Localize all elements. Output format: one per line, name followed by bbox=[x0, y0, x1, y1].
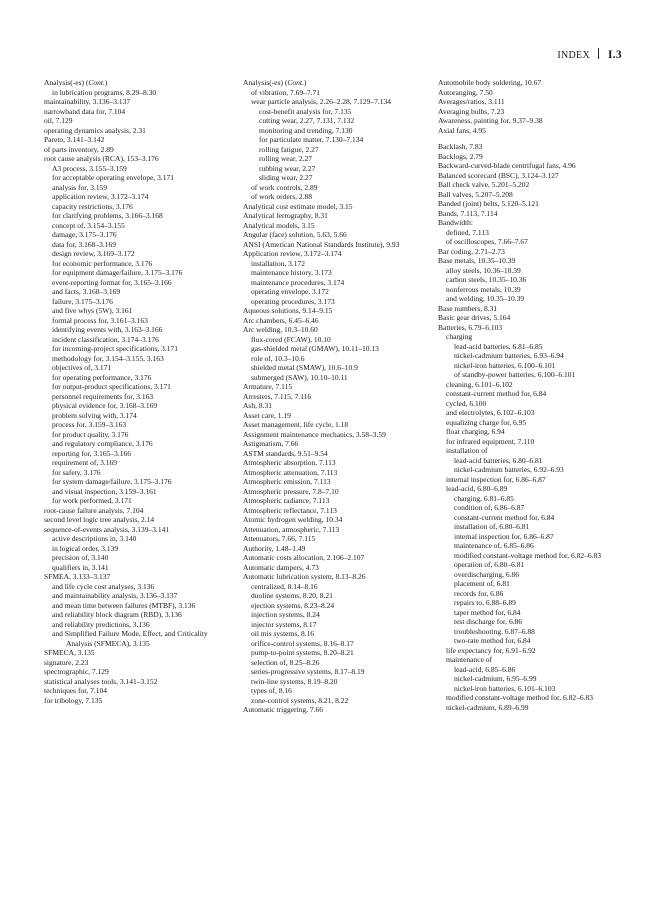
index-subentry: analysis for, 3.159 bbox=[52, 182, 108, 192]
index-entry: Ball check valve, 5.201–5.202 bbox=[438, 180, 530, 189]
index-entry: ASTM standards, 9.51–9.54 bbox=[243, 448, 328, 458]
index-entry: root cause analysis (RCA), 153–3.176 bbox=[44, 154, 159, 163]
index-entry: Ball valves, 5.207–5.208 bbox=[438, 189, 513, 199]
index-subentry: cutting wear, 2.27, 7.131, 7.132 bbox=[259, 116, 355, 125]
index-entry: Aqueous solutions, 9.14–9.15 bbox=[243, 306, 333, 315]
index-entry: Atmospheric attenuation, 7.113 bbox=[243, 467, 338, 477]
index-column-1 bbox=[44, 78, 230, 705]
index-subentry: lead-acid batteries, 6.81–6.85 bbox=[454, 341, 543, 351]
index-entry: Base metals, 10.35–10.39 bbox=[438, 256, 516, 265]
index-entry: Averaging bulbs, 7.23 bbox=[438, 106, 505, 116]
index-entry: signature, 2.23 bbox=[44, 657, 89, 667]
index-column-2 bbox=[243, 78, 429, 715]
index-entry: Balanced scorecard (BSC), 3.124–3.127 bbox=[438, 170, 559, 180]
index-subentry: taper method for, 6.84 bbox=[454, 607, 521, 617]
index-subentry: nickel-iron batteries, 6.100–6.101 bbox=[454, 360, 556, 370]
index-subentry: event-reporting format for, 3.165–3.166 bbox=[52, 277, 172, 287]
index-subentry: charging, 6.81–6.85 bbox=[454, 493, 514, 503]
index-subentry: in lubrication programs, 8.29–8.30 bbox=[52, 87, 157, 97]
index-subentry: nickel-cadmium batteries, 6.92–6.93 bbox=[454, 465, 564, 474]
index-entry: Astigmatism, 7.66 bbox=[243, 439, 299, 448]
index-entry: techniques for, 7.104 bbox=[44, 686, 108, 695]
index-subentry: design review, 3.169–3.172 bbox=[52, 249, 135, 258]
index-entry: Autoranging, 7.50 bbox=[438, 87, 493, 97]
index-subentry: for clarifying problems, 3.166–3.168 bbox=[52, 211, 163, 220]
index-entry: Analysis(-es) (Cont.) bbox=[243, 78, 307, 87]
index-entry: Application review, 3.172–3.174 bbox=[243, 249, 342, 258]
index-subentry: A3 process, 3.155–3.159 bbox=[52, 163, 127, 173]
index-entry: Armature, 7.115 bbox=[243, 382, 293, 391]
index-subentry: maintenance of, 6.85–6.86 bbox=[454, 541, 534, 550]
index-subentry: lead-acid batteries, 6.80–6.81 bbox=[454, 455, 543, 465]
index-subentry: and welding, 10.35–10.39 bbox=[446, 294, 525, 303]
index-subentry: charging bbox=[446, 332, 473, 341]
index-entry: Analytical ferrography, 8.31 bbox=[243, 211, 328, 220]
index-subentry: for output-product specifications, 3.171 bbox=[52, 382, 171, 391]
page-number: I.3 bbox=[607, 49, 622, 61]
index-subentry: for work performed, 3.171 bbox=[52, 496, 132, 505]
index-subentry: life expectancy for, 6.91–6.92 bbox=[446, 645, 536, 655]
index-entry: Automatic lubrication system, 8.13–8.26 bbox=[243, 572, 366, 581]
index-entry: statistical analyses tools, 3.141–3.152 bbox=[44, 676, 158, 686]
index-subentry: identifying events with, 3.163–3.166 bbox=[52, 325, 163, 334]
index-entry: Angular (face) solution, 5.63, 5.66 bbox=[243, 230, 347, 239]
index-entry: Backlogs, 2.79 bbox=[438, 151, 483, 161]
index-subentry: failure, 3.175–3.176 bbox=[52, 296, 113, 306]
index-subentry: and maintainability analysis, 3.136–3.137 bbox=[52, 591, 178, 600]
index-subentry: cycled, 6.100 bbox=[446, 398, 487, 408]
index-entry: Awareness, painting for, 9.37–9.38 bbox=[438, 116, 543, 125]
index-subentry: for infrared equipment, 7.110 bbox=[446, 436, 535, 446]
index-subentry: cost-benefit analysis for, 7.135 bbox=[259, 106, 352, 116]
index-entry: Analysis(-es) (Cont.) bbox=[44, 78, 108, 87]
index-subentry: personnel requirements for, 3.163 bbox=[52, 391, 154, 401]
index-subentry: and visual inspection, 3.159–3.161 bbox=[52, 486, 157, 496]
index-subentry: in logical order, 3.139 bbox=[52, 543, 119, 553]
index-subentry: series-progressive systems, 8.17–8.19 bbox=[251, 667, 365, 676]
index-subentry: injection systems, 8.24 bbox=[251, 610, 320, 619]
index-subentry: lead-acid, 6.80–6.89 bbox=[446, 484, 508, 493]
index-subentry: of vibration, 7.69–7.71 bbox=[251, 87, 320, 97]
running-header bbox=[557, 48, 622, 61]
index-entry: sequence-of-events analysis, 3.139–3.141 bbox=[44, 524, 170, 534]
index-entry: Arc chambers, 6.45–6.46 bbox=[243, 315, 319, 325]
index-subentry: process for, 3.159–3.163 bbox=[52, 420, 127, 429]
index-entry: Atmospheric radiance, 7.113 bbox=[243, 496, 330, 505]
index-entry: Banded (joint) belts, 5.120–5.121 bbox=[438, 199, 539, 208]
index-entry: ANSI (American National Standards Institute), 9.93 bbox=[243, 239, 400, 249]
index-subentry: installation, 3.172 bbox=[251, 258, 305, 268]
index-subentry: incident classification, 3.174–3.176 bbox=[52, 334, 159, 344]
index-subentry: flux-cored (FCAW), 10.10 bbox=[251, 334, 331, 344]
index-subentry: requirement of, 3.169 bbox=[52, 458, 117, 467]
index-subentry: for incoming-project specifications, 3.171 bbox=[52, 344, 179, 353]
index-subentry: for operating performance, 3.176 bbox=[52, 372, 152, 382]
index-subentry: and Simplified Failure Mode, Effect, and Criticality Analysis (SFMECA), 3.135 bbox=[52, 629, 208, 648]
index-subentry: constant-current method for, 6.84 bbox=[454, 512, 555, 522]
index-subentry: damage, 3.175–3.176 bbox=[52, 230, 117, 239]
index-subentry: formal process for, 3.161–3.163 bbox=[52, 315, 148, 325]
index-entry: SFMEA, 3.133–3.137 bbox=[44, 572, 111, 581]
index-subentry: for acceptable operating envelope, 3.171 bbox=[52, 173, 175, 182]
index-subentry: orifice-control systems, 8.16–8.17 bbox=[251, 638, 354, 648]
index-entry: root-cause failure analysis, 7.104 bbox=[44, 505, 144, 515]
index-subentry: operation of, 6.80–6.81 bbox=[454, 560, 525, 569]
index-subentry: for system damage/failure, 3.175–3.176 bbox=[52, 477, 172, 486]
index-subentry: constant-current method for, 6.84 bbox=[446, 389, 547, 398]
index-subentry: nonferrous metals, 10.39 bbox=[446, 284, 521, 294]
index-entry: Atmospheric pressure, 7.8–7.10 bbox=[243, 486, 339, 496]
index-subentry: and regulatory compliance, 3.176 bbox=[52, 439, 153, 448]
index-subentry: centralized, 8.14–8.16 bbox=[251, 581, 318, 591]
index-subentry: float charging, 6.94 bbox=[446, 427, 505, 436]
index-entry: Atomic hydrogen welding, 10.34 bbox=[243, 515, 343, 524]
index-subentry: selection of, 8.25–8.26 bbox=[251, 657, 320, 667]
index-subentry: condition of, 6.86–6.87 bbox=[454, 503, 525, 512]
index-subentry: nickel-iron batteries, 6.101–6.103 bbox=[454, 683, 556, 693]
index-subentry: placement of, 6.81 bbox=[454, 579, 510, 588]
index-subentry: methodology for, 3.154–3.155, 3.163 bbox=[52, 353, 164, 363]
index-subentry: types of, 8.16 bbox=[251, 686, 292, 695]
index-subentry: two-rate method for, 6.84 bbox=[454, 636, 531, 645]
index-entry: Axial fans, 4.95 bbox=[438, 125, 486, 135]
index-subentry: physical evidence for, 3.168–3.169 bbox=[52, 401, 158, 410]
index-entry: Atmospheric emission, 7.113 bbox=[243, 477, 331, 486]
index-subentry: wear particle analysis, 2.26–2.28, 7.129–7.134 bbox=[251, 97, 391, 106]
header-divider bbox=[598, 48, 599, 59]
index-subentry: repairs to, 6.88–6.89 bbox=[454, 598, 516, 607]
index-subentry: submerged (SAW), 10.10–10.11 bbox=[251, 372, 348, 382]
index-subentry: duoline systems, 8.20, 8.21 bbox=[251, 591, 333, 600]
index-subentry: and mean time between failures (MTBF), 3.136 bbox=[52, 600, 196, 610]
index-subentry: of standby-power batteries, 6.100–6.101 bbox=[454, 370, 576, 379]
index-entry: Asset care, 1.19 bbox=[243, 410, 291, 420]
index-subentry: ejection systems, 8.23–8.24 bbox=[251, 600, 335, 610]
index-entry: Automatic costs allocation, 2.106–2.107 bbox=[243, 553, 365, 562]
index-subentry: oil mis systems, 8.16 bbox=[251, 629, 315, 638]
index-subentry: of work orders, 2.88 bbox=[251, 192, 313, 201]
index-entry: second level logic tree analysis, 2.14 bbox=[44, 515, 155, 524]
index-subentry: maintenance of bbox=[446, 655, 493, 664]
index-entry: Assignment maintenance mechanics, 3.58–3.59 bbox=[243, 429, 386, 439]
index-subentry: modified constant-voltage method for, 6.82–6.83 bbox=[454, 550, 601, 560]
index-subentry: precision of, 3.140 bbox=[52, 553, 109, 562]
index-entry: spectrographic, 7.129 bbox=[44, 667, 109, 676]
index-subentry: operating envelope, 3.172 bbox=[251, 287, 329, 296]
index-subentry: sliding wear, 2.27 bbox=[259, 173, 313, 182]
index-subentry: installation of, 6.80–6.81 bbox=[454, 522, 530, 531]
index-entry: Atmospheric reflectance, 7.113 bbox=[243, 505, 337, 515]
index-entry: of parts inventory, 2.89 bbox=[44, 144, 114, 154]
index-subentry: lead-acid, 6.85–6.86 bbox=[454, 664, 516, 674]
index-column-3 bbox=[438, 78, 624, 712]
index-subentry: nickel-cadmium, 6.89–6.99 bbox=[446, 702, 529, 712]
index-entry: Automobile body soldering, 10.67 bbox=[438, 78, 542, 87]
index-entry: Base numbers, 8.31 bbox=[438, 303, 498, 313]
index-subentry: internal inspection for, 6.86–6.87 bbox=[454, 531, 554, 541]
index-subentry: equalizing charge for, 6.95 bbox=[446, 417, 527, 427]
index-subentry: shielded metal (SMAW), 10.6–10.9 bbox=[251, 363, 358, 372]
index-subentry: and life cycle cost analyses, 3.136 bbox=[52, 581, 155, 591]
index-subentry: rolling wear, 2.27 bbox=[259, 154, 313, 163]
index-entry: Authority, 1.48–1.49 bbox=[243, 543, 306, 553]
index-subentry: for product quality, 3.176 bbox=[52, 429, 129, 439]
index-subentry: reporting for, 3.165–3.166 bbox=[52, 448, 132, 458]
index-entry: Batteries, 6.79–6.103 bbox=[438, 322, 503, 332]
index-subentry: rubbing wear, 2.27 bbox=[259, 163, 316, 173]
index-entry: Bar coding, 2.71–2.73 bbox=[438, 246, 505, 256]
index-subentry: objectives of, 3.171 bbox=[52, 363, 112, 372]
index-subentry: test discharge for, 6.86 bbox=[454, 617, 523, 626]
index-entry: operating dynamics analysis, 2.31 bbox=[44, 125, 146, 135]
index-subentry: for economic performance, 3.176 bbox=[52, 258, 153, 268]
index-subentry: active descriptions in, 3.140 bbox=[52, 534, 137, 543]
index-subentry: and facts, 3.168–3.169 bbox=[52, 287, 121, 296]
index-entry: Backlash, 7.83 bbox=[438, 142, 483, 151]
index-subentry: and reliability predictions, 3.136 bbox=[52, 619, 150, 629]
index-entry: Atmospheric absorption, 7.113 bbox=[243, 458, 336, 467]
index-entry: Automatic triggering, 7.66 bbox=[243, 705, 323, 714]
index-entry: narrowband data for, 7.104 bbox=[44, 106, 126, 116]
index-subentry: pump-to-point systems, 8.20–8.21 bbox=[251, 648, 354, 657]
index-entry: Attenuators, 7.66, 7.115 bbox=[243, 534, 316, 543]
index-entry: Arresters, 7.115, 7.116 bbox=[243, 391, 312, 401]
index-subentry: and five whys (5W), 3.161 bbox=[52, 306, 133, 315]
index-subentry: injector systems, 8.17 bbox=[251, 619, 317, 629]
index-subentry: concept of, 3.154–3.155 bbox=[52, 220, 125, 230]
index-subentry: for safety, 3.176 bbox=[52, 467, 101, 477]
index-subentry: twin-line systems, 8.19–8.20 bbox=[251, 676, 338, 686]
index-subentry: of oscilloscopes, 7.66–7.67 bbox=[446, 237, 528, 246]
index-subentry: maintenance history, 3.173 bbox=[251, 268, 332, 277]
index-subentry: monitoring and trending, 7.130 bbox=[259, 125, 353, 135]
index-subentry: rolling fatigue, 2.27 bbox=[259, 144, 319, 154]
index-entry: for tribology, 7.135 bbox=[44, 695, 103, 705]
index-subentry: records for, 6.86 bbox=[454, 588, 504, 598]
index-entry: maintainability, 3.136–3.137 bbox=[44, 97, 131, 106]
index-subentry: problem solving with, 3.174 bbox=[52, 410, 137, 420]
index-entry: Automatic dampers, 4.73 bbox=[243, 562, 319, 572]
index-subentry: overdischarging, 6.86 bbox=[454, 569, 520, 579]
index-entry: Bands, 7.113, 7.114 bbox=[438, 208, 498, 218]
index-subentry: gas-shielded metal (GMAW), 10.11–10.13 bbox=[251, 344, 379, 353]
index-subentry: zone-control systems, 8.21, 8.22 bbox=[251, 695, 349, 705]
index-subentry: of work controls, 2.89 bbox=[251, 182, 318, 192]
index-entry: Averages/ratios, 3.111 bbox=[438, 97, 505, 106]
index-subentry: for particulate matter, 7.130–7.134 bbox=[259, 135, 364, 144]
index-entry: SFMECA, 3.135 bbox=[44, 648, 95, 657]
index-subentry: installation of bbox=[446, 446, 488, 455]
index-entry: Attenuation, atmospheric, 7.113 bbox=[243, 524, 340, 534]
index-subentry: carbon steels, 10.35–10.36 bbox=[446, 275, 527, 284]
index-subentry: cleaning, 6.101–6.102 bbox=[446, 379, 513, 389]
index-subentry: data for, 3.168–3.169 bbox=[52, 239, 117, 249]
index-subentry: internal inspection for, 6.86–6.87 bbox=[446, 474, 546, 484]
index-subentry: nickel-cadmium, 6.95–6.99 bbox=[454, 674, 537, 683]
index-entry: Basic gear drives, 5.164 bbox=[438, 313, 511, 322]
index-entry: Bandwidth: bbox=[438, 218, 473, 227]
index-subentry: for equipment damage/failure, 3.175–3.176 bbox=[52, 268, 183, 277]
index-subentry: and electrolytes, 6.102–6.103 bbox=[446, 408, 535, 417]
index-subentry: capacity restrictions, 3.176 bbox=[52, 201, 133, 211]
index-entry: Ash, 8.31 bbox=[243, 401, 272, 410]
index-entry: Backward-curved-blade centrifugal fans, 4.96 bbox=[438, 161, 576, 170]
index-entry: Pareto, 3.141–3.142 bbox=[44, 135, 105, 144]
index-subentry: application review, 3.172–3.174 bbox=[52, 192, 149, 201]
index-subentry: operating procedures, 3.173 bbox=[251, 296, 335, 306]
index-subentry: maintenance procedures, 3.174 bbox=[251, 277, 345, 287]
section-gap bbox=[438, 135, 624, 142]
index-entry: Asset management, life cycle, 1.18 bbox=[243, 420, 349, 429]
index-subentry: modified constant-voltage method for, 6.82–6.83 bbox=[446, 693, 593, 702]
index-subentry: nickel-cadmium batteries, 6.93–6.94 bbox=[454, 351, 564, 360]
index-subentry: troubleshooting, 6.87–6.88 bbox=[454, 626, 535, 636]
index-subentry: role of, 10.3–10.6 bbox=[251, 353, 305, 363]
index-entry: Arc welding, 10.3–10.60 bbox=[243, 325, 318, 334]
index-entry: oil, 7.129 bbox=[44, 116, 73, 125]
index-subentry: alloy steels, 10.36–10.39 bbox=[446, 265, 521, 275]
index-entry: Analytical cost estimate model, 3.15 bbox=[243, 201, 353, 211]
index-subentry: defined, 7.113 bbox=[446, 227, 489, 237]
index-subentry: qualifiers in, 3.141 bbox=[52, 562, 109, 572]
index-entry: Analytical models, 3.15 bbox=[243, 220, 315, 230]
header-title: INDEX bbox=[557, 50, 590, 61]
index-subentry: and reliability block diagram (RBD), 3.136 bbox=[52, 610, 182, 619]
